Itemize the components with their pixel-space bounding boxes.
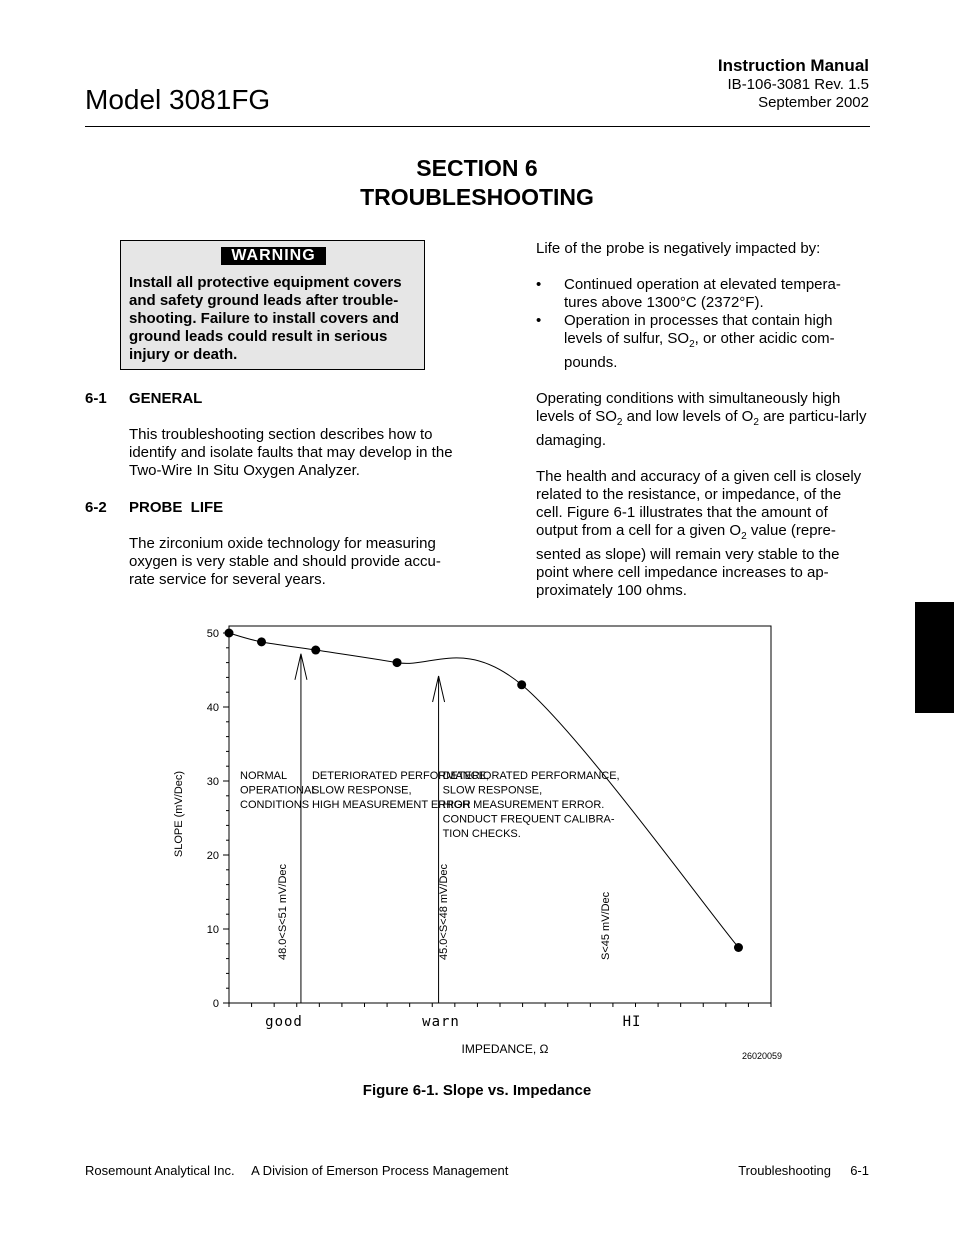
- probe-life-number: 6-2: [85, 499, 107, 516]
- range-label: 45.0<S<48 mV/Dec: [438, 863, 450, 960]
- data-point: [225, 629, 234, 638]
- drawing-number: 26020059: [741, 1051, 782, 1061]
- data-point: [734, 943, 743, 952]
- figure-caption: Figure 6-1. Slope vs. Impedance: [362, 1082, 592, 1099]
- region-label: DETERIORATED PERFORMANCE, SLOW RESPONSE, HIGH MEASUREMENT ERROR: [311, 770, 489, 811]
- model-title: Model 3081FG: [85, 84, 271, 115]
- company-name: Rosemount Analytical Inc.: [85, 1163, 235, 1178]
- y-tick-label: 50: [206, 628, 219, 640]
- region-label: NORMAL OPERATIONAL CONDITIONS: [240, 770, 318, 811]
- y-axis-label: SLOPE (mV/Dec): [173, 770, 185, 858]
- data-point: [393, 658, 402, 667]
- warning-text: Install all protective equipment covers and safety ground leads after trouble-shooting. Failure to install covers and ground leads could result in serious injury or death.: [129, 274, 402, 363]
- page-number: 6-1: [850, 1163, 869, 1178]
- general-number: 6-1: [85, 390, 107, 407]
- region-label: DETERIORATED PERFORMANCE, SLOW RESPONSE, HIGH MEASUREMENT ERROR. CONDUCT FREQUENT CALIBRA-TION CHECKS.: [442, 770, 620, 840]
- range-label: S<45 mV/Dec: [600, 891, 612, 960]
- header-rule: [85, 126, 870, 127]
- doc-number: IB-106-3081 Rev. 1.5: [727, 76, 869, 93]
- section-number: SECTION 6: [416, 155, 538, 181]
- x-region-label: HI: [622, 1014, 642, 1030]
- x-region-labels: [265, 1014, 641, 1030]
- y-tick-label: 10: [206, 924, 219, 936]
- threshold-arrows: [295, 654, 445, 1003]
- general-text: This troubleshooting section describes how to identify and isolate faults that may develop in the Two-Wire In Situ Oxygen Analyzer.: [129, 426, 453, 479]
- doc-date: September 2002: [758, 94, 869, 111]
- section-title: [0, 154, 954, 212]
- y-tick-label: 40: [206, 702, 219, 714]
- data-point: [257, 637, 266, 646]
- impact-item-sulfur: • Operation in processes that contain high levels of sulfur, $SO_2$, or other acidic com-pounds.: [536, 312, 870, 372]
- range-label: 48.0<S<51 mV/Dec: [277, 863, 289, 960]
- slope-impedance-chart: [0, 600, 954, 1070]
- range-labels: [277, 863, 612, 960]
- y-tick-label: 20: [206, 850, 219, 862]
- footer-page: [738, 1163, 869, 1178]
- footer-section: Troubleshooting: [738, 1163, 831, 1178]
- y-axis-ticks: [207, 628, 229, 1010]
- x-region-label: good: [265, 1014, 303, 1030]
- probe-life-heading: PROBE LIFE: [129, 499, 224, 516]
- division-name: A Division of Emerson Process Management: [251, 1163, 509, 1178]
- y-tick-label: 0: [212, 998, 219, 1010]
- x-axis-label: IMPEDANCE, Ω: [461, 1042, 549, 1056]
- x-region-label: warn: [422, 1014, 460, 1030]
- warning-box: [120, 240, 425, 370]
- impact-list: [536, 276, 870, 372]
- damaging-conditions-paragraph: Operating conditions with simultaneously high levels of $SO_2$ and low levels of $O_2$ are particu-larly damaging.: [536, 390, 867, 449]
- manual-title: Instruction Manual: [717, 56, 869, 75]
- data-point: [517, 680, 526, 689]
- warning-label: WARNING: [221, 247, 326, 265]
- data-point: [311, 646, 320, 655]
- probe-life-text: The zirconium oxide technology for measuring oxygen is very stable and should provide accu-rate service for several years.: [129, 535, 441, 588]
- footer-company: [85, 1163, 508, 1178]
- x-axis-ticks: [229, 1003, 771, 1007]
- right-column: [536, 240, 870, 600]
- header-info: [718, 56, 869, 112]
- region-labels: [240, 770, 620, 840]
- y-tick-label: 30: [206, 776, 219, 788]
- impact-item-temperature: • Continued operation at elevated tempera-tures above 1300°C (2372°F).: [536, 276, 870, 312]
- section-name: TROUBLESHOOTING: [360, 184, 594, 210]
- impact-intro: Life of the probe is negatively impacted by:: [536, 240, 821, 257]
- general-heading: GENERAL: [129, 390, 203, 407]
- cell-health-paragraph: The health and accuracy of a given cell is closely related to the resistance, or impedance, of the cell. Figure 6-1 illustrates that the amount of output from a cell for a given $O_2$ value (repre-sented as slope) will remain very stable to the point where cell impedance increases to ap-proximately 100 ohms.: [536, 468, 862, 599]
